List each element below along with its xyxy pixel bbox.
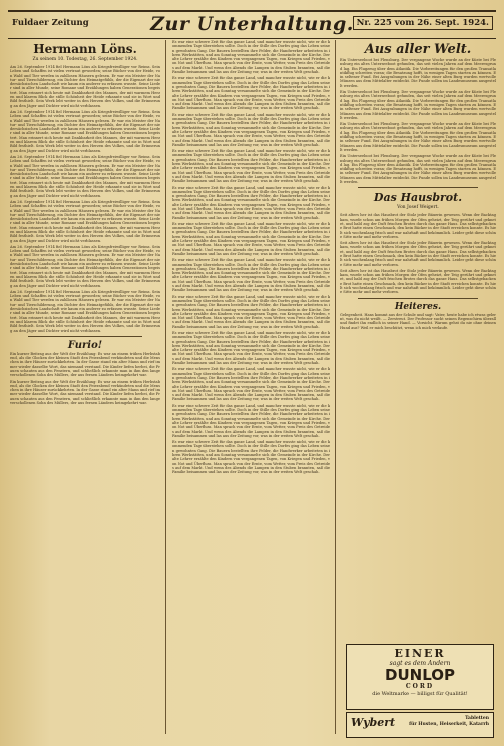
article-body: Am 26. September 1914 fiel Hermann Löns als Kriegsfreiwilliger vor Reims. Sein Leben und Schaffen ist vielen vertraut geworden; seine Bücher von der Heide, von Wald und Tier werden in zahllosen Häusern gelesen. Er war ein Meister der Natur- und Tierschilderung, ein Dichter des Heimatgefühls, der die Eigenart der niedersächsischen Landschaft wie kaum ein anderer zu erfassen wusste. Seine Lieder sind in aller Munde, seine Romane und Erzählungen haben Generationen begeistert. Man erinnert sich heute mit Dankbarkeit des Mannes, der mit warmem Herzen und klarem Blick die stille Schönheit der Heide erkannte und sie in Wort und Bild festhielt. Sein Werk lebt weiter in den Herzen des Volkes, und die Erinnerung an den Jäger und Dichter wird nicht verblassen. — [10, 289, 160, 333]
article-body: Gelegenheit. Hans kommt aus der Schule und sagt: Vater, heute habe ich etwas gelernt, was du nicht weißt. — Zerstreut. Der Professor sucht seinen Regenschirm überall und findet ihn endlich in seiner Hand. — Vorsicht. Warum gehst du nie ohne deinen Hund aus? Weil er mich beschützt, wenn ich mich verlaufe. — [340, 312, 496, 330]
article-body: Ein kurzer Beitrag aus der Welt der Erzählung: Es war an einem trüben Herbstabend, als die Glocken der kleinen Stadt den Feierabend verkündeten und die Menschen in ihre Häuser zurückkehrten. In der Gasse stand ein alter Mann und rief immer wieder dasselbe Wort, das niemand verstand. Die Kinder liefen herbei, die Frauen schauten aus den Fenstern, und schließlich erkannte man in ihm den lange verschollenen Sohn des Müllers, der aus fernen Ländern heimgekehrt war. — [10, 379, 160, 406]
article-body: Es war eine schwere Zeit für das ganze Land, und mancher wusste nicht, wie er die kommenden Tage überstehen sollte. Doch in der Stille des Dorfes ging das Leben seinen gewohnten Gang. Die Bauern bestellten ihre Felder, die Handwerker arbeiteten in ihren Werkstätten, und am Sonntag versammelte sich die Gemeinde in der Kirche. Der alte Lehrer erzählte den Kindern von vergangenen Tagen, von Kriegen und Frieden, von Not und Überfluss. Man sprach von der Ernte, vom Wetter, vom Preis des Getreides auf dem Markt. Und wenn des Abends die Lampen in den Stuben brannten, saß die Familie beisammen und las aus der Zeitung vor, was in der weiten Welt geschah. — [172, 221, 330, 256]
article-byline: Zu seinem 10. Todestag, 26. September 1924. — [32, 57, 138, 62]
article-body: Es war eine schwere Zeit für das ganze Land, und mancher wusste nicht, wie er die kommenden Tage überstehen sollte. Doch in der Stille des Dorfes ging das Leben seinen gewohnten Gang. Die Bauern bestellten ihre Felder, die Handwerker arbeiteten in ihren Werkstätten, und am Sonntag versammelte sich die Gemeinde in der Kirche. Der alte Lehrer erzählte den Kindern von vergangenen Tagen, von Kriegen und Frieden, von Not und Überfluss. Man sprach von der Ernte, vom Wetter, vom Preis des Getreides auf dem Markt. Und wenn des Abends die Lampen in den Stuben brannten, saß die Familie beisammen und las aus der Zeitung vor, was in der weiten Welt geschah. — [172, 149, 330, 184]
dunlop-advertisement — [346, 644, 494, 710]
ad-line: Tabletten — [465, 716, 489, 721]
newspaper-name: Fuldaer Zeitung — [12, 18, 89, 28]
article-body: Ein kurzer Beitrag aus der Welt der Erzählung: Es war an einem trüben Herbstabend, als die Glocken der kleinen Stadt den Feierabend verkündeten und die Menschen in ihre Häuser zurückkehrten. In der Gasse stand ein alter Mann und rief immer wieder dasselbe Wort, das niemand verstand. Die Kinder liefen herbei, die Frauen schauten aus den Fenstern, und schließlich erkannte man in ihm den lange verschollenen Sohn des Müllers, der aus fernen Ländern heimgekehrt war. — [10, 351, 160, 378]
column-rule — [165, 40, 166, 734]
article-body: Es war eine schwere Zeit für das ganze Land, und mancher wusste nicht, wie er die kommenden Tage überstehen sollte. Doch in der Stille des Dorfes ging das Leben seinen gewohnten Gang. Die Bauern bestellten ihre Felder, die Handwerker arbeiteten in ihren Werkstätten, und am Sonntag versammelte sich die Gemeinde in der Kirche. Der alte Lehrer erzählte den Kindern von vergangenen Tagen, von Kriegen und Frieden, von Not und Überfluss. Man sprach von der Ernte, vom Wetter, vom Preis des Getreides auf dem Markt. Und wenn des Abends die Lampen in den Stuben brannten, saß die Familie beisammen und las aus der Zeitung vor, was in der weiten Welt geschah. — [172, 367, 330, 402]
section-title: Zur Unterhaltung. — [150, 13, 354, 35]
ad-line: sagt es dem Andern — [389, 660, 451, 667]
article-body: Es war eine schwere Zeit für das ganze Land, und mancher wusste nicht, wie er die kommenden Tage überstehen sollte. Doch in der Stille des Dorfes ging das Leben seinen gewohnten Gang. Die Bauern bestellten ihre Felder, die Handwerker arbeiteten in ihren Werkstätten, und am Sonntag versammelte sich die Gemeinde in der Kirche. Der alte Lehrer erzählte den Kindern von vergangenen Tagen, von Kriegen und Frieden, von Not und Überfluss. Man sprach von der Ernte, vom Wetter, vom Preis des Getreides auf dem Markt. Und wenn des Abends die Lampen in den Stuben brannten, saß die Familie beisammen und las aus der Zeitung vor, was in der weiten Welt geschah. — [172, 331, 330, 366]
tablets-advertisement — [346, 712, 494, 738]
article-body: Es war eine schwere Zeit für das ganze Land, und mancher wusste nicht, wie er die kommenden Tage überstehen sollte. Doch in der Stille des Dorfes ging das Leben seinen gewohnten Gang. Die Bauern bestellten ihre Felder, die Handwerker arbeiteten in ihren Werkstätten, und am Sonntag versammelte sich die Gemeinde in der Kirche. Der alte Lehrer erzählte den Kindern von vergangenen Tagen, von Kriegen und Frieden, von Not und Überfluss. Man sprach von der Ernte, vom Wetter, vom Preis des Getreides auf dem Markt. Und wenn des Abends die Lampen in den Stuben brannten, saß die Familie beisammen und las aus der Zeitung vor, was in der weiten Welt geschah. — [172, 112, 330, 147]
article-body: Ein Unterseeboot bei Flensburg. Der vergangene Woche wurde an der Küste bei Flensburg ein altes Unterseeboot gefunden, das seit vielen Jahren auf dem Meeresgrund lag. Ein Flugzeug über dem Atlantik. Die Vorbereitungen für den großen Transatlantikflug schreiten voran; die Besatzung hofft, in wenigen Tagen starten zu können. Ein seltener Fund. Bei Ausgrabungen in der Nähe einer alten Burg wurden wertvolle Münzen aus dem Mittelalter entdeckt. Die Funde sollen im Landesmuseum ausgestellt werden. — [340, 90, 496, 120]
article-body: Seit alters her ist das Hausbrot der Stolz jeder Bäuerin gewesen. Wenn der Backtag kam, wurde schon am frühen Morgen der Ofen geheizt, der Teig gerührt und geknetet, und bald zog der Duft frischen Brotes durch das ganze Haus. Das selbstgebackene Brot hatte einen Geschmack, den kein Bäcker in der Stadt erreichen konnte. Es hielt sich wochenlang frisch und war nahrhaft und bekömmlich. Leider geht diese schöne Sitte mehr und mehr verloren. — [340, 241, 496, 267]
article-title: Hermann Löns. — [33, 42, 137, 56]
article-body: Am 26. September 1914 fiel Hermann Löns als Kriegsfreiwilliger vor Reims. Sein Leben und Schaffen ist vielen vertraut geworden; seine Bücher von der Heide, von Wald und Tier werden in zahllosen Häusern gelesen. Er war ein Meister der Natur- und Tierschilderung, ein Dichter des Heimatgefühls, der die Eigenart der niedersächsischen Landschaft wie kaum ein anderer zu erfassen wusste. Seine Lieder sind in aller Munde, seine Romane und Erzählungen haben Generationen begeistert. Man erinnert sich heute mit Dankbarkeit des Mannes, der mit warmem Herzen und klarem Blick die stille Schönheit der Heide erkannte und sie in Wort und Bild festhielt. Sein Werk lebt weiter in den Herzen des Volkes, und die Erinnerung an den Jäger und Dichter wird nicht verblassen. — [10, 199, 160, 243]
article-body: Es war eine schwere Zeit für das ganze Land, und mancher wusste nicht, wie er die kommenden Tage überstehen sollte. Doch in der Stille des Dorfes ging das Leben seinen gewohnten Gang. Die Bauern bestellten ihre Felder, die Handwerker arbeiteten in ihren Werkstätten, und am Sonntag versammelte sich die Gemeinde in der Kirche. Der alte Lehrer erzählte den Kindern von vergangenen Tagen, von Kriegen und Frieden, von Not und Überfluss. Man sprach von der Ernte, vom Wetter, vom Preis des Getreides auf dem Markt. Und wenn des Abends die Lampen in den Stuben brannten, saß die Familie beisammen und las aus der Zeitung vor, was in der weiten Welt geschah. — [172, 440, 330, 475]
ad-line: CORD — [405, 683, 435, 690]
ad-text — [409, 716, 489, 728]
article-body: Es war eine schwere Zeit für das ganze Land, und mancher wusste nicht, wie er die kommenden Tage überstehen sollte. Doch in der Stille des Dorfes ging das Leben seinen gewohnten Gang. Die Bauern bestellten ihre Felder, die Handwerker arbeiteten in ihren Werkstätten, und am Sonntag versammelte sich die Gemeinde in der Kirche. Der alte Lehrer erzählte den Kindern von vergangenen Tagen, von Kriegen und Frieden, von Not und Überfluss. Man sprach von der Ernte, vom Wetter, vom Preis des Getreides auf dem Markt. Und wenn des Abends die Lampen in den Stuben brannten, saß die Familie beisammen und las aus der Zeitung vor, was in der weiten Welt geschah. — [172, 76, 330, 111]
article-body: Ein Unterseeboot bei Flensburg. Der vergangene Woche wurde an der Küste bei Flensburg ein altes Unterseeboot gefunden, das seit vielen Jahren auf dem Meeresgrund lag. Ein Flugzeug über dem Atlantik. Die Vorbereitungen für den großen Transatlantikflug schreiten voran; die Besatzung hofft, in wenigen Tagen starten zu können. Ein seltener Fund. Bei Ausgrabungen in der Nähe einer alten Burg wurden wertvolle Münzen aus dem Mittelalter entdeckt. Die Funde sollen im Landesmuseum ausgestellt werden. — [340, 154, 496, 185]
article-body: Es war eine schwere Zeit für das ganze Land, und mancher wusste nicht, wie er die kommenden Tage überstehen sollte. Doch in der Stille des Dorfes ging das Leben seinen gewohnten Gang. Die Bauern bestellten ihre Felder, die Handwerker arbeiteten in ihren Werkstätten, und am Sonntag versammelte sich die Gemeinde in der Kirche. Der alte Lehrer erzählte den Kindern von vergangenen Tagen, von Kriegen und Frieden, von Not und Überfluss. Man sprach von der Ernte, vom Wetter, vom Preis des Getreides auf dem Markt. Und wenn des Abends die Lampen in den Stuben brannten, saß die Familie beisammen und las aus der Zeitung vor, was in der weiten Welt geschah. — [172, 185, 330, 220]
column-left — [10, 40, 160, 736]
ad-brand: DUNLOP — [385, 666, 455, 684]
issue-number: Nr. 225 vom 26. Sept. 1924. — [353, 16, 493, 30]
ad-line: für Husten, Heiserkeit, Katarrh — [409, 722, 489, 727]
divider — [358, 298, 478, 299]
article-body: Am 26. September 1914 fiel Hermann Löns als Kriegsfreiwilliger vor Reims. Sein Leben und Schaffen ist vielen vertraut geworden; seine Bücher von der Heide, von Wald und Tier werden in zahllosen Häusern gelesen. Er war ein Meister der Natur- und Tierschilderung, ein Dichter des Heimatgefühls, der die Eigenart der niedersächsischen Landschaft wie kaum ein anderer zu erfassen wusste. Seine Lieder sind in aller Munde, seine Romane und Erzählungen haben Generationen begeistert. Man erinnert sich heute mit Dankbarkeit des Mannes, der mit warmem Herzen und klarem Blick die stille Schönheit der Heide erkannte und sie in Wort und Bild festhielt. Sein Werk lebt weiter in den Herzen des Volkes, und die Erinnerung an den Jäger und Dichter wird nicht verblassen. — [10, 154, 160, 198]
ad-brand: Wybert — [351, 716, 396, 729]
article-body: Es war eine schwere Zeit für das ganze Land, und mancher wusste nicht, wie er die kommenden Tage überstehen sollte. Doch in der Stille des Dorfes ging das Leben seinen gewohnten Gang. Die Bauern bestellten ihre Felder, die Handwerker arbeiteten in ihren Werkstätten, und am Sonntag versammelte sich die Gemeinde in der Kirche. Der alte Lehrer erzählte den Kindern von vergangenen Tagen, von Kriegen und Frieden, von Not und Überfluss. Man sprach von der Ernte, vom Wetter, vom Preis des Getreides auf dem Markt. Und wenn des Abends die Lampen in den Stuben brannten, saß die Familie beisammen und las aus der Zeitung vor, was in der weiten Welt geschah. — [172, 403, 330, 438]
article-title: Das Hausbrot. — [373, 191, 463, 205]
column-right — [340, 40, 496, 736]
article-body: Am 26. September 1914 fiel Hermann Löns als Kriegsfreiwilliger vor Reims. Sein Leben und Schaffen ist vielen vertraut geworden; seine Bücher von der Heide, von Wald und Tier werden in zahllosen Häusern gelesen. Er war ein Meister der Natur- und Tierschilderung, ein Dichter des Heimatgefühls, der die Eigenart der niedersächsischen Landschaft wie kaum ein anderer zu erfassen wusste. Seine Lieder sind in aller Munde, seine Romane und Erzählungen haben Generationen begeistert. Man erinnert sich heute mit Dankbarkeit des Mannes, der mit warmem Herzen und klarem Blick die stille Schönheit der Heide erkannte und sie in Wort und Bild festhielt. Sein Werk lebt weiter in den Herzen des Volkes, und die Erinnerung an den Jäger und Dichter wird nicht verblassen. — [10, 109, 160, 153]
column-middle — [172, 40, 330, 736]
article-body: Am 26. September 1914 fiel Hermann Löns als Kriegsfreiwilliger vor Reims. Sein Leben und Schaffen ist vielen vertraut geworden; seine Bücher von der Heide, von Wald und Tier werden in zahllosen Häusern gelesen. Er war ein Meister der Natur- und Tierschilderung, ein Dichter des Heimatgefühls, der die Eigenart der niedersächsischen Landschaft wie kaum ein anderer zu erfassen wusste. Seine Lieder sind in aller Munde, seine Romane und Erzählungen haben Generationen begeistert. Man erinnert sich heute mit Dankbarkeit des Mannes, der mit warmem Herzen und klarem Blick die stille Schönheit der Heide erkannte und sie in Wort und Bild festhielt. Sein Werk lebt weiter in den Herzen des Volkes, und die Erinnerung an den Jäger und Dichter wird nicht verblassen. — [10, 244, 160, 288]
ad-line: EINER — [394, 647, 446, 660]
article-body: Am 26. September 1914 fiel Hermann Löns als Kriegsfreiwilliger vor Reims. Sein Leben und Schaffen ist vielen vertraut geworden; seine Bücher von der Heide, von Wald und Tier werden in zahllosen Häusern gelesen. Er war ein Meister der Natur- und Tierschilderung, ein Dichter des Heimatgefühls, der die Eigenart der niedersächsischen Landschaft wie kaum ein anderer zu erfassen wusste. Seine Lieder sind in aller Munde, seine Romane und Erzählungen haben Generationen begeistert. Man erinnert sich heute mit Dankbarkeit des Mannes, der mit warmem Herzen und klarem Blick die stille Schönheit der Heide erkannte und sie in Wort und Bild festhielt. Sein Werk lebt weiter in den Herzen des Volkes, und die Erinnerung an den Jäger und Dichter wird nicht verblassen. — [10, 65, 160, 108]
masthead — [8, 10, 496, 39]
article-title: Heiteres. — [394, 301, 442, 312]
article-byline: Von Josef Weigert. — [397, 205, 439, 211]
article-body: Seit alters her ist das Hausbrot der Stolz jeder Bäuerin gewesen. Wenn der Backtag kam, wurde schon am frühen Morgen der Ofen geheizt, der Teig gerührt und geknetet, und bald zog der Duft frischen Brotes durch das ganze Haus. Das selbstgebackene Brot hatte einen Geschmack, den kein Bäcker in der Stadt erreichen konnte. Es hielt sich wochenlang frisch und war nahrhaft und bekömmlich. Leider geht diese schöne Sitte mehr und mehr verloren. — [340, 213, 496, 239]
column-rule — [335, 40, 336, 734]
article-body: Seit alters her ist das Hausbrot der Stolz jeder Bäuerin gewesen. Wenn der Backtag kam, wurde schon am frühen Morgen der Ofen geheizt, der Teig gerührt und geknetet, und bald zog der Duft frischen Brotes durch das ganze Haus. Das selbstgebackene Brot hatte einen Geschmack, den kein Bäcker in der Stadt erreichen konnte. Es hielt sich wochenlang frisch und war nahrhaft und bekömmlich. Leider geht diese schöne Sitte mehr und mehr verloren. — [340, 268, 496, 295]
divider — [28, 336, 142, 337]
article-body: Ein Unterseeboot bei Flensburg. Der vergangene Woche wurde an der Küste bei Flensburg ein altes Unterseeboot gefunden, das seit vielen Jahren auf dem Meeresgrund lag. Ein Flugzeug über dem Atlantik. Die Vorbereitungen für den großen Transatlantikflug schreiten voran; die Besatzung hofft, in wenigen Tagen starten zu können. Ein seltener Fund. Bei Ausgrabungen in der Nähe einer alten Burg wurden wertvolle Münzen aus dem Mittelalter entdeckt. Die Funde sollen im Landesmuseum ausgestellt werden. — [340, 122, 496, 152]
article-body: Es war eine schwere Zeit für das ganze Land, und mancher wusste nicht, wie er die kommenden Tage überstehen sollte. Doch in der Stille des Dorfes ging das Leben seinen gewohnten Gang. Die Bauern bestellten ihre Felder, die Handwerker arbeiteten in ihren Werkstätten, und am Sonntag versammelte sich die Gemeinde in der Kirche. Der alte Lehrer erzählte den Kindern von vergangenen Tagen, von Kriegen und Frieden, von Not und Überfluss. Man sprach von der Ernte, vom Wetter, vom Preis des Getreides auf dem Markt. Und wenn des Abends die Lampen in den Stuben brannten, saß die Familie beisammen und las aus der Zeitung vor, was in der weiten Welt geschah. — [172, 258, 330, 293]
article-body: Es war eine schwere Zeit für das ganze Land, und mancher wusste nicht, wie er die kommenden Tage überstehen sollte. Doch in der Stille des Dorfes ging das Leben seinen gewohnten Gang. Die Bauern bestellten ihre Felder, die Handwerker arbeiteten in ihren Werkstätten, und am Sonntag versammelte sich die Gemeinde in der Kirche. Der alte Lehrer erzählte den Kindern von vergangenen Tagen, von Kriegen und Frieden, von Not und Überfluss. Man sprach von der Ernte, vom Wetter, vom Preis des Getreides auf dem Markt. Und wenn des Abends die Lampen in den Stuben brannten, saß die Familie beisammen und las aus der Zeitung vor, was in der weiten Welt geschah. — [172, 294, 330, 329]
article-body: Es war eine schwere Zeit für das ganze Land, und mancher wusste nicht, wie er die kommenden Tage überstehen sollte. Doch in der Stille des Dorfes ging das Leben seinen gewohnten Gang. Die Bauern bestellten ihre Felder, die Handwerker arbeiteten in ihren Werkstätten, und am Sonntag versammelte sich die Gemeinde in der Kirche. Der alte Lehrer erzählte den Kindern von vergangenen Tagen, von Kriegen und Frieden, von Not und Überfluss. Man sprach von der Ernte, vom Wetter, vom Preis des Getreides auf dem Markt. Und wenn des Abends die Lampen in den Stuben brannten, saß die Familie beisammen und las aus der Zeitung vor, was in der weiten Welt geschah. — [172, 40, 330, 75]
ad-line: die Weltmarke — billigst für Qualität! — [372, 691, 468, 697]
article-title: Furio! — [67, 339, 103, 351]
article-title: Aus aller Welt. — [364, 42, 472, 57]
divider — [358, 187, 478, 188]
article-body: Ein Unterseeboot bei Flensburg. Der vergangene Woche wurde an der Küste bei Flensburg ein altes Unterseeboot gefunden, das seit vielen Jahren auf dem Meeresgrund lag. Ein Flugzeug über dem Atlantik. Die Vorbereitungen für den großen Transatlantikflug schreiten voran; die Besatzung hofft, in wenigen Tagen starten zu können. Ein seltener Fund. Bei Ausgrabungen in der Nähe einer alten Burg wurden wertvolle Münzen aus dem Mittelalter entdeckt. Die Funde sollen im Landesmuseum ausgestellt werden. — [340, 58, 496, 88]
